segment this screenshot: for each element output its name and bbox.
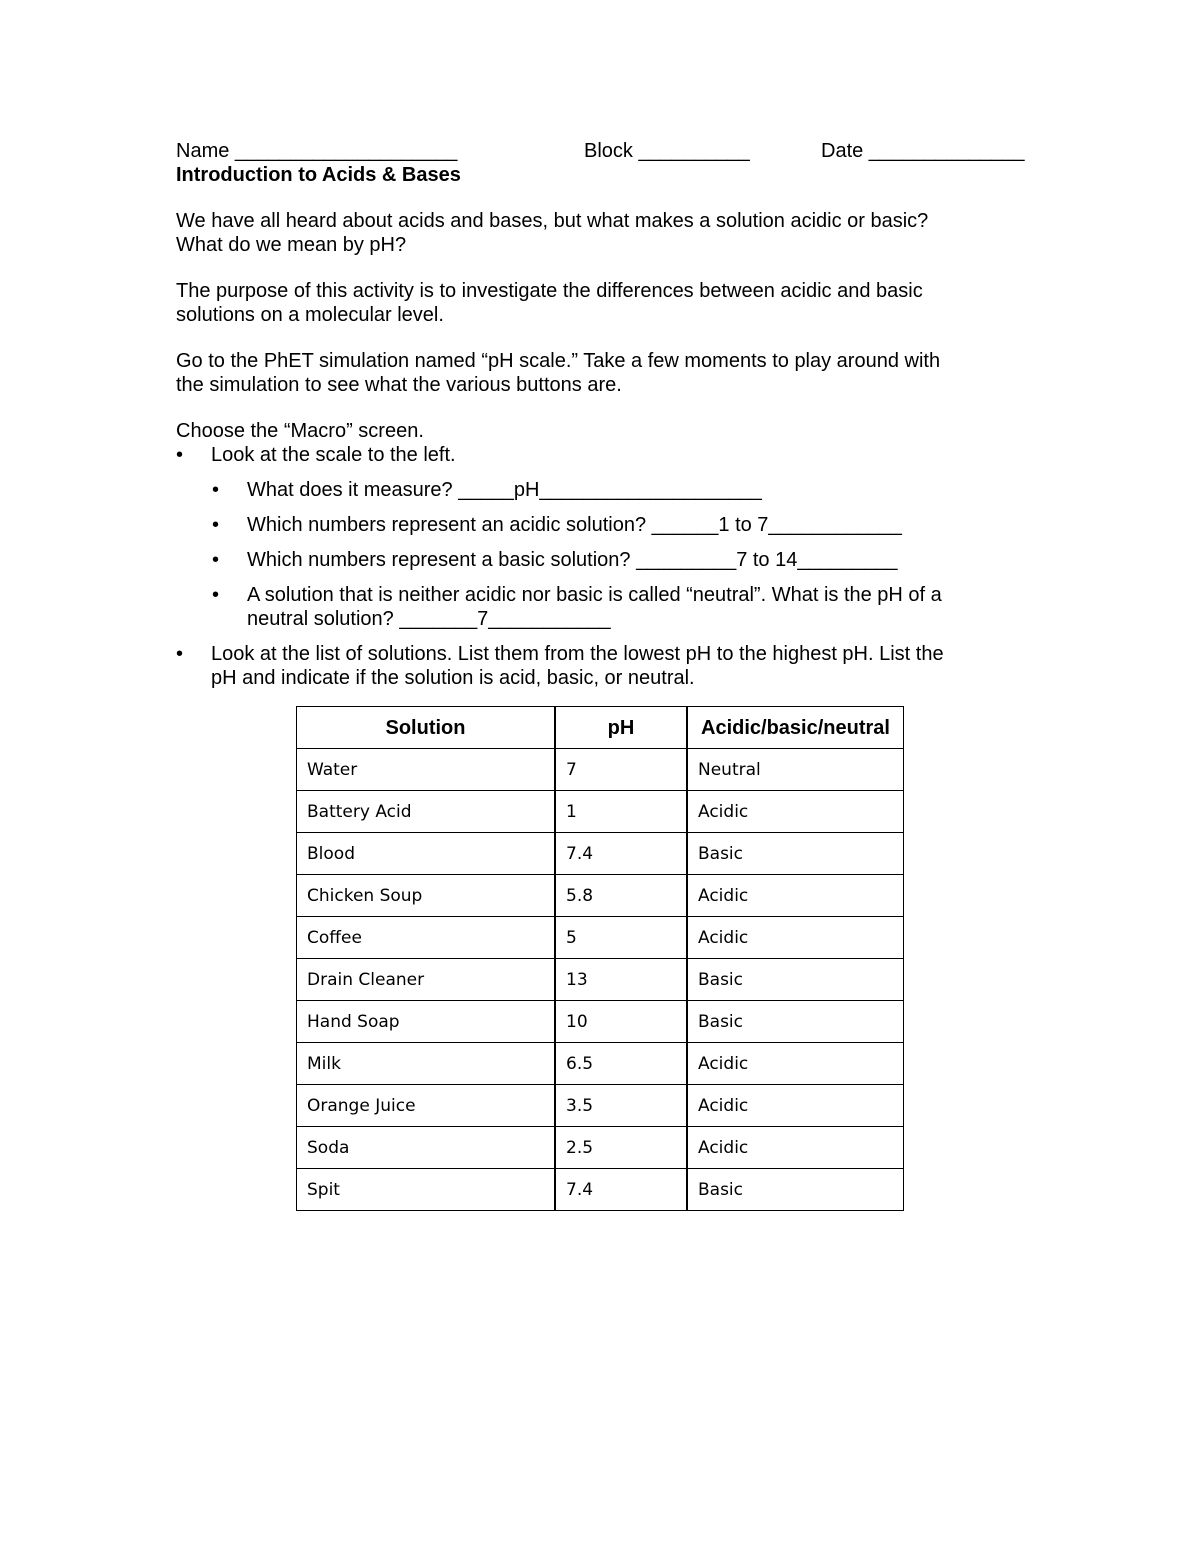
bullet-icon: • xyxy=(212,479,220,501)
list-item xyxy=(212,583,1036,631)
choose-macro-text: Choose the “Macro” screen. xyxy=(176,420,424,442)
purpose-line-2: solutions on a molecular level. xyxy=(176,304,444,326)
question-basic[interactable]: Which numbers represent a basic solution? _________7 to 14_________ xyxy=(247,549,898,571)
table-row xyxy=(297,875,904,917)
list-item xyxy=(212,548,1036,572)
cell-classification[interactable]: Acidic xyxy=(687,1043,904,1085)
cell-solution: Soda xyxy=(297,1127,556,1169)
question-acidic[interactable]: Which numbers represent an acidic solution? ______1 to 7____________ xyxy=(247,514,902,536)
cell-solution: Battery Acid xyxy=(297,791,556,833)
cell-classification[interactable]: Acidic xyxy=(687,1085,904,1127)
table-row xyxy=(297,1001,904,1043)
table-row xyxy=(297,833,904,875)
cell-solution: Milk xyxy=(297,1043,556,1085)
list-item xyxy=(176,443,1036,467)
question-measure[interactable]: What does it measure? _____pH____________________ xyxy=(247,479,762,501)
table-row xyxy=(297,749,904,791)
cell-ph[interactable]: 1 xyxy=(555,791,687,833)
table-header-row xyxy=(297,707,904,749)
cell-ph[interactable]: 7.4 xyxy=(555,833,687,875)
table-row xyxy=(297,1127,904,1169)
question-list xyxy=(176,443,1036,690)
intro-paragraph xyxy=(176,209,1036,257)
table-row xyxy=(297,791,904,833)
cell-solution: Coffee xyxy=(297,917,556,959)
name-field[interactable]: Name ____________________ xyxy=(176,140,458,162)
bullet-icon: • xyxy=(212,549,220,571)
cell-ph[interactable]: 5.8 xyxy=(555,875,687,917)
list-item xyxy=(212,478,1036,502)
cell-solution: Chicken Soup xyxy=(297,875,556,917)
cell-classification[interactable]: Acidic xyxy=(687,917,904,959)
question-neutral-line-2[interactable]: neutral solution? _______7___________ xyxy=(247,608,611,630)
cell-ph[interactable]: 5 xyxy=(555,917,687,959)
intro-line-1: We have all heard about acids and bases, but what makes a solution acidic or basic? xyxy=(176,210,929,232)
table-row xyxy=(297,1085,904,1127)
question-neutral-line-1: A solution that is neither acidic nor basic is called “neutral”. What is the pH of a xyxy=(247,584,942,606)
bullet-icon: • xyxy=(212,514,220,536)
cell-ph[interactable]: 7 xyxy=(555,749,687,791)
cell-classification[interactable]: Acidic xyxy=(687,1127,904,1169)
cell-solution: Water xyxy=(297,749,556,791)
cell-solution: Spit xyxy=(297,1169,556,1211)
cell-ph[interactable]: 13 xyxy=(555,959,687,1001)
cell-solution: Orange Juice xyxy=(297,1085,556,1127)
cell-classification[interactable]: Basic xyxy=(687,833,904,875)
look-scale-text: Look at the scale to the left. xyxy=(211,444,456,466)
bullet-icon: • xyxy=(176,444,184,466)
cell-ph[interactable]: 3.5 xyxy=(555,1085,687,1127)
header-ph: pH xyxy=(555,707,687,749)
cell-solution: Hand Soap xyxy=(297,1001,556,1043)
cell-classification[interactable]: Neutral xyxy=(687,749,904,791)
cell-solution: Blood xyxy=(297,833,556,875)
table-row xyxy=(297,1169,904,1211)
cell-classification[interactable]: Basic xyxy=(687,1169,904,1211)
header-solution: Solution xyxy=(297,707,556,749)
worksheet-title: Introduction to Acids & Bases xyxy=(176,164,461,186)
list-item xyxy=(212,513,1036,537)
bullet-icon: • xyxy=(212,584,220,606)
purpose-paragraph xyxy=(176,279,1036,327)
instructions xyxy=(176,419,1036,690)
bullet-icon: • xyxy=(176,643,184,665)
goto-line-1: Go to the PhET simulation named “pH scale.” Take a few moments to play around with xyxy=(176,350,941,372)
date-field[interactable]: Date ______________ xyxy=(821,140,1025,162)
solutions-table xyxy=(296,706,904,1211)
cell-ph[interactable]: 2.5 xyxy=(555,1127,687,1169)
cell-ph[interactable]: 10 xyxy=(555,1001,687,1043)
list-item xyxy=(176,642,1036,690)
goto-paragraph xyxy=(176,349,1036,397)
cell-classification[interactable]: Basic xyxy=(687,959,904,1001)
table-row xyxy=(297,959,904,1001)
header-row xyxy=(176,139,1036,163)
cell-solution: Drain Cleaner xyxy=(297,959,556,1001)
block-field[interactable]: Block __________ xyxy=(584,140,750,162)
look-list-line-2: pH and indicate if the solution is acid, basic, or neutral. xyxy=(211,667,695,689)
worksheet-page xyxy=(176,139,1036,690)
intro-line-2: What do we mean by pH? xyxy=(176,234,407,256)
cell-ph[interactable]: 6.5 xyxy=(555,1043,687,1085)
purpose-line-1: The purpose of this activity is to investigate the differences between acidic and basic xyxy=(176,280,923,302)
look-list-line-1: Look at the list of solutions. List them from the lowest pH to the highest pH. List the xyxy=(211,643,944,665)
cell-classification[interactable]: Acidic xyxy=(687,875,904,917)
cell-classification[interactable]: Acidic xyxy=(687,791,904,833)
cell-ph[interactable]: 7.4 xyxy=(555,1169,687,1211)
goto-line-2: the simulation to see what the various buttons are. xyxy=(176,374,622,396)
cell-classification[interactable]: Basic xyxy=(687,1001,904,1043)
table-row xyxy=(297,917,904,959)
header-classification: Acidic/basic/neutral xyxy=(687,707,904,749)
table-row xyxy=(297,1043,904,1085)
